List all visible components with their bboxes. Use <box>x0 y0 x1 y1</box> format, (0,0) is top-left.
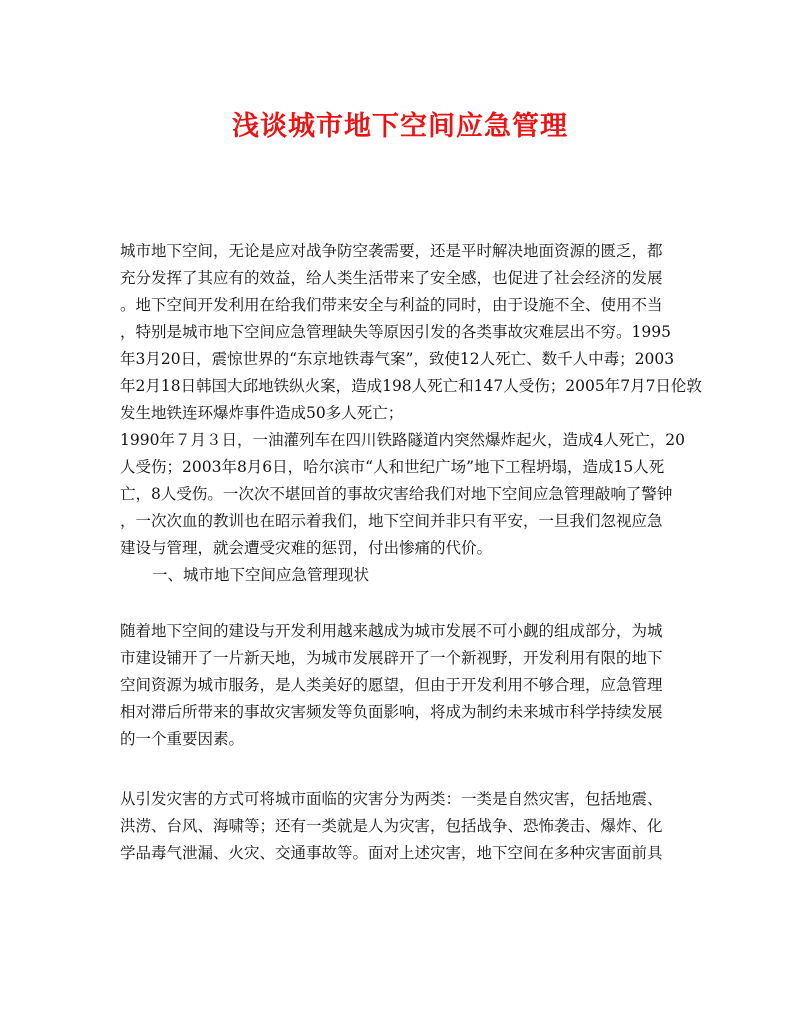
paragraph-2-line: 随着地下空间的建设与开发利用越来越成为城市发展不可小觑的组成部分，为城 <box>120 622 663 640</box>
paragraph-2-line: 相对滞后所带来的事故灾害频发等负面影响，将成为制约未来城市科学持续发展 <box>120 703 663 721</box>
paragraph-2-line: 的一个重要因素。 <box>120 730 245 748</box>
paragraph-1-line: 充分发挥了其应有的效益，给人类生活带来了安全感，也促进了社会经济的发展 <box>120 269 663 287</box>
paragraph-1-line: 1990年７月３日，一油灌列车在四川铁路隧道内突然爆炸起火，造成4人死亡，20 <box>120 431 686 449</box>
paragraph-3-line: 学品毒气泄漏、火灾、交通事故等。面对上述灾害，地下空间在多种灾害面前具 <box>120 844 663 862</box>
paragraph-1-line: ，特别是城市地下空间应急管理缺失等原因引发的各类事故灾难层出不穷。1995 <box>120 323 671 341</box>
paragraph-1-line: 建设与管理，就会遭受灾难的惩罚，付出惨痛的代价。 <box>120 539 493 557</box>
paragraph-1-line: 人受伤；2003年8月6日，哈尔滨市“人和世纪广场”地下工程坍塌，造成15人死 <box>120 458 665 476</box>
paragraph-3-line: 从引发灾害的方式可将城市面临的灾害分为两类：一类是自然灾害，包括地震、 <box>120 790 663 808</box>
paragraph-1-line: ，一次次血的教训也在昭示着我们，地下空间并非只有平安，一旦我们忽视应急 <box>120 512 663 530</box>
paragraph-1-line: 年3月20日，震惊世界的“东京地铁毒气案”，致使12人死亡、数千人中毒；2003 <box>120 350 675 368</box>
paragraph-1-line: 。地下空间开发利用在给我们带来安全与利益的同时，由于设施不全、使用不当 <box>120 296 663 314</box>
paragraph-3-line: 洪涝、台风、海啸等；还有一类就是人为灾害，包括战争、恐怖袭击、爆炸、化 <box>120 817 663 835</box>
paragraph-1-line: 发生地铁连环爆炸事件造成50多人死亡； <box>120 404 404 422</box>
paragraph-2-line: 空间资源为城市服务，是人类美好的愿望，但由于开发利用不够合理，应急管理 <box>120 676 663 694</box>
paragraph-1-line: 亡，8人受伤。一次次不堪回首的事故灾害给我们对地下空间应急管理敲响了警钟 <box>120 485 673 503</box>
paragraph-1-line: 年2月18日韩国大邱地铁纵火案，造成198人死亡和147人受伤；2005年7月7日伦敦 <box>120 377 702 395</box>
section-heading: 一、城市地下空间应急管理现状 <box>152 566 370 584</box>
paragraph-2-line: 市建设铺开了一片新天地，为城市发展辟开了一个新视野，开发利用有限的地下 <box>120 649 663 667</box>
page-title: 浅谈城市地下空间应急管理 <box>232 111 568 142</box>
paragraph-1-line: 城市地下空间，无论是应对战争防空袭需要，还是平时解决地面资源的匮乏，都 <box>120 242 663 260</box>
